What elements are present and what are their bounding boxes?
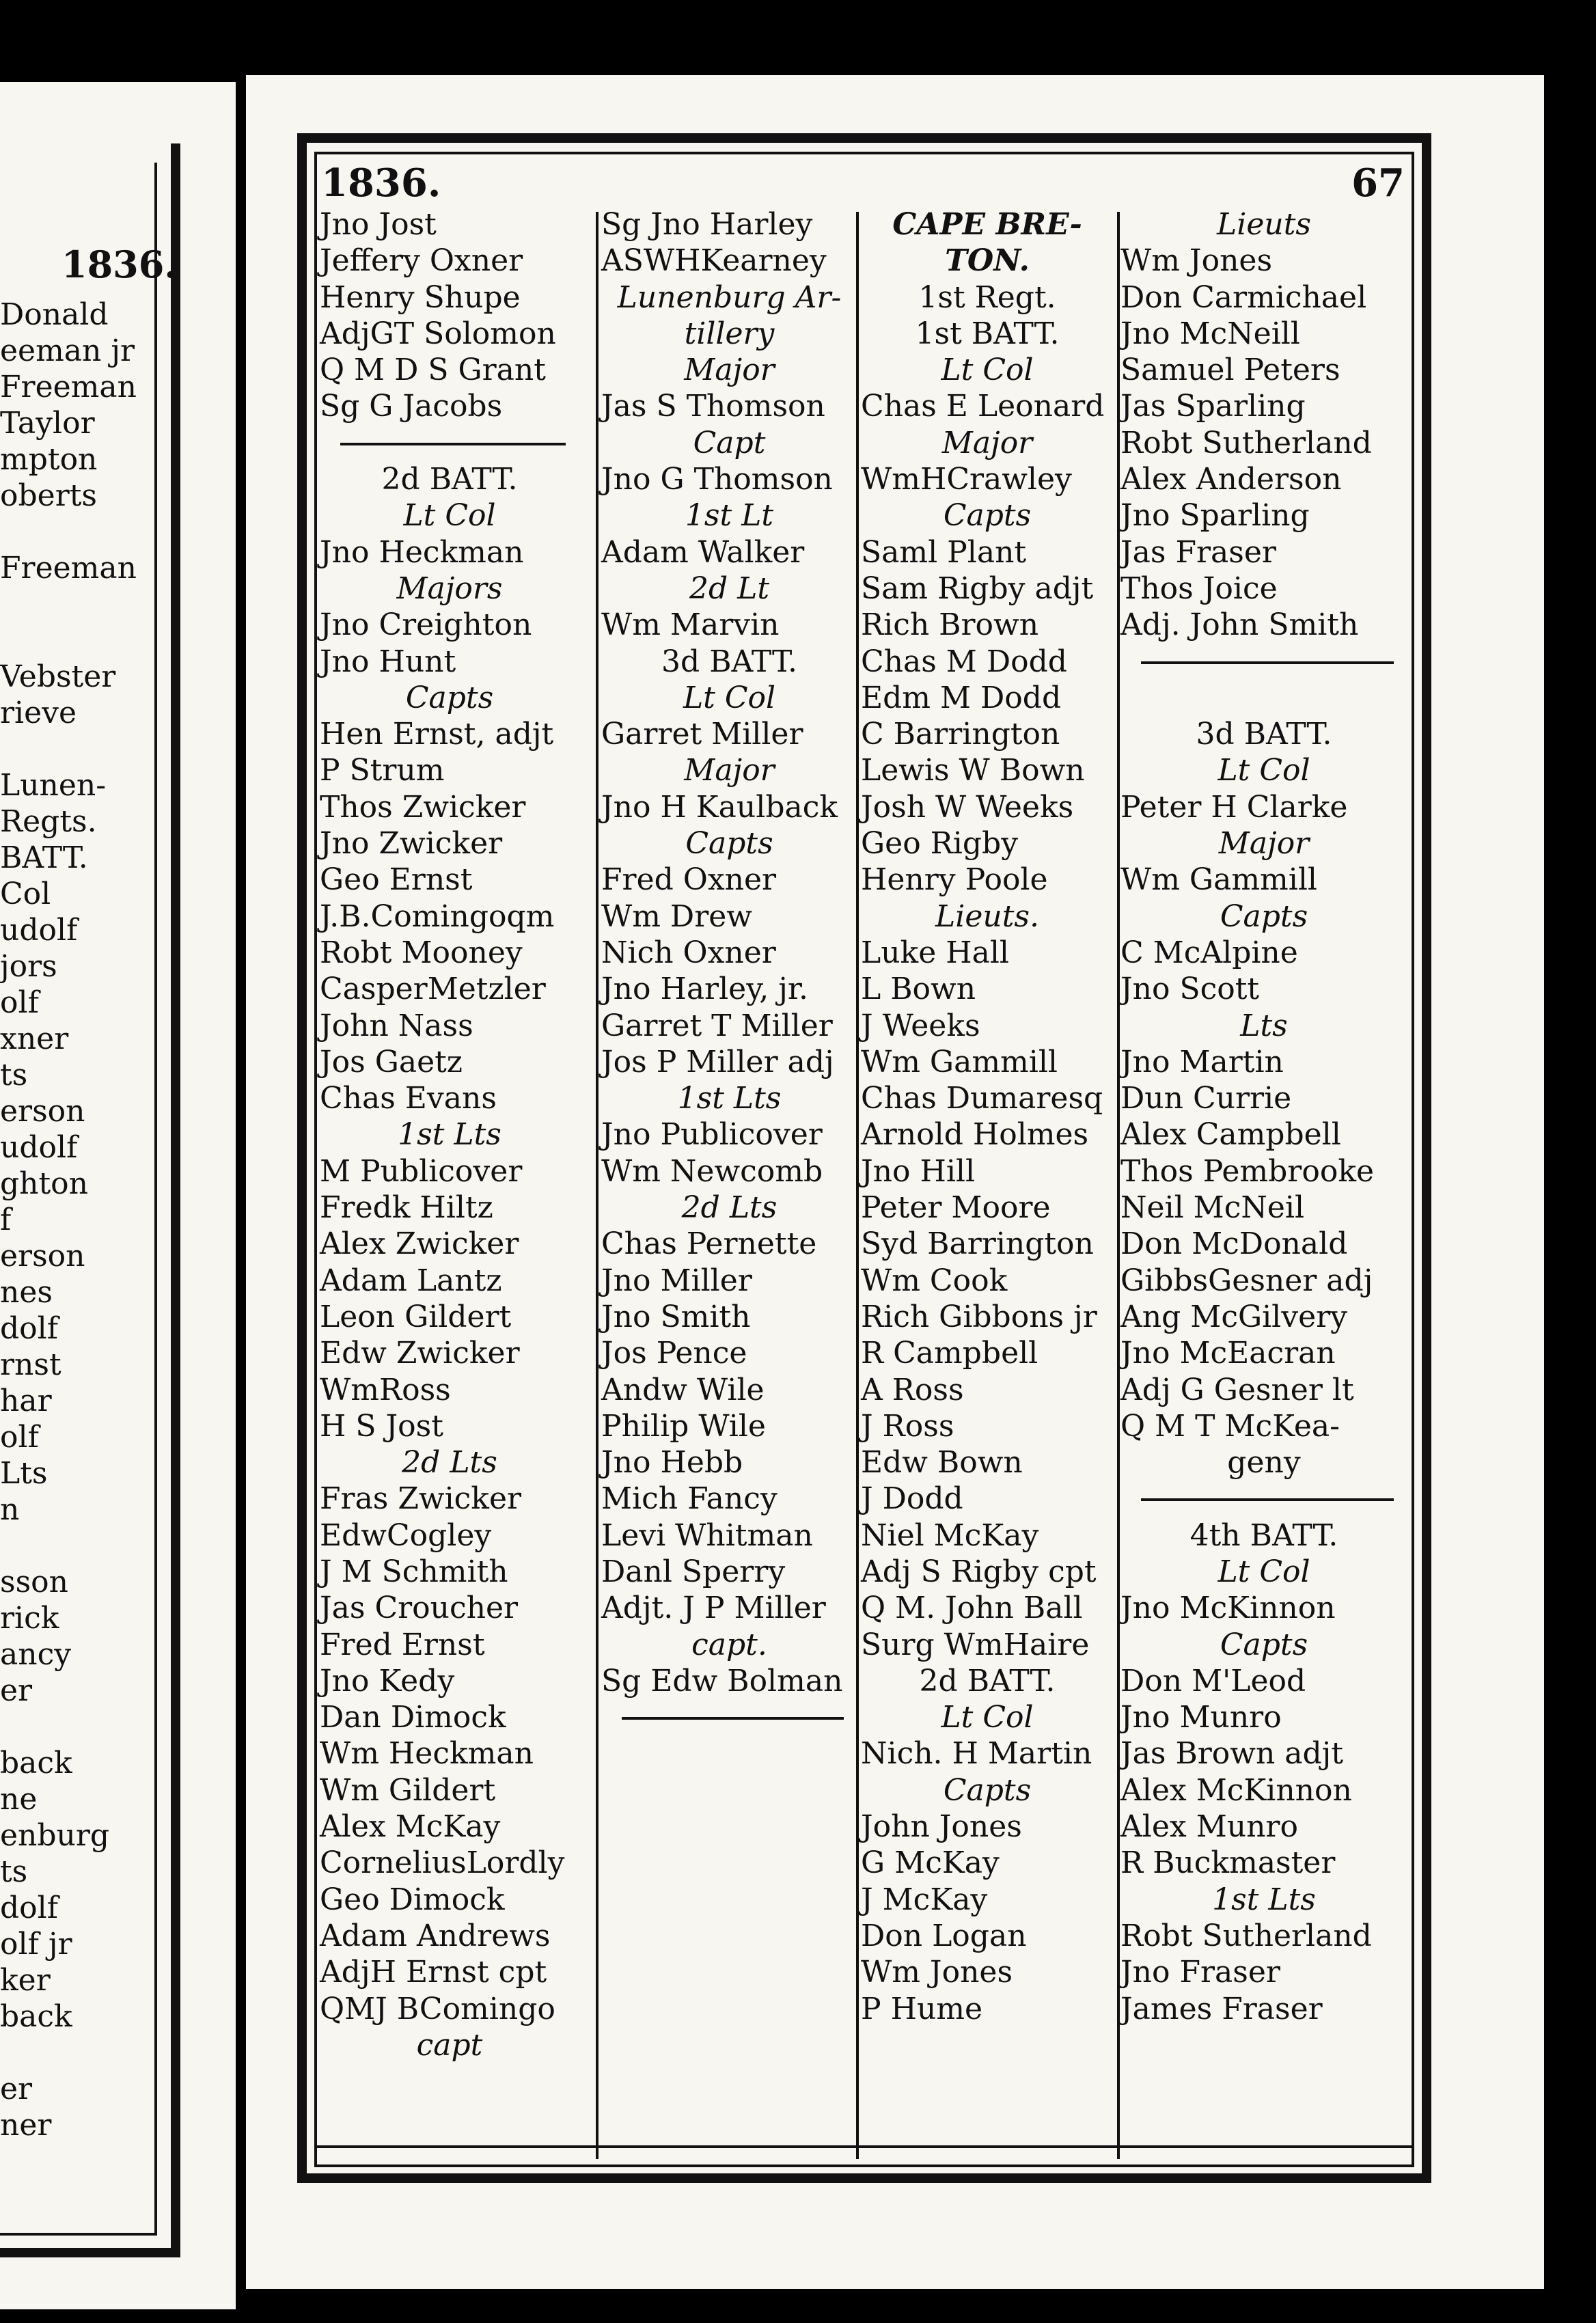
section-heading: Major (684, 753, 775, 788)
roster-entry: Philip Wile (601, 1408, 766, 1444)
roster-entry: Thos Zwicker (320, 789, 526, 825)
left-page-line: n (0, 1492, 20, 1527)
left-page-line: erson (0, 1239, 85, 1274)
section-heading: tillery (684, 316, 775, 351)
roster-entry: Adj. John Smith (1120, 607, 1359, 643)
left-page-line: dolf (0, 1311, 59, 1346)
roster-entry: Q M T McKea- (1120, 1408, 1340, 1444)
left-page-line: erson (0, 1094, 85, 1129)
column-4 (1120, 206, 1407, 2027)
section-heading: 4th BATT. (1189, 1517, 1338, 1553)
section-heading: TON. (945, 243, 1030, 279)
roster-entry (1120, 680, 1407, 716)
roster-entry: Fredk Hiltz (320, 1190, 493, 1226)
left-page-line: dolf (0, 1891, 59, 1925)
roster-entry: Jno McNeill (1120, 316, 1300, 351)
roster-entry: Arnold Holmes (861, 1117, 1089, 1153)
roster-entry: Alex Zwicker (320, 1226, 519, 1262)
roster-entry: Garret Miller (601, 717, 803, 752)
roster-entry: J Ross (861, 1408, 954, 1444)
roster-entry: Wm Gammill (861, 1044, 1058, 1080)
roster-entry: Adj G Gesner lt (1120, 1372, 1354, 1407)
roster-entry: A Ross (861, 1372, 964, 1407)
left-page-line: ancy (0, 1637, 72, 1672)
section-heading: 1st Regt. (918, 279, 1056, 315)
roster-entry: Henry Poole (861, 862, 1048, 898)
roster-entry: C McAlpine (1120, 935, 1298, 970)
roster-entry: Syd Barrington (861, 1226, 1094, 1262)
left-page-line: f (0, 1202, 12, 1237)
left-page-line: har (0, 1384, 52, 1418)
roster-entry: Jno Harley, jr. (601, 972, 809, 1007)
section-heading: Major (1218, 826, 1310, 862)
section-heading: 1st BATT. (915, 316, 1060, 351)
roster-entry: J McKay (861, 1882, 988, 1917)
roster-entry: Levi Whitman (601, 1517, 813, 1553)
roster-entry: Geo Dimock (320, 1882, 505, 1917)
left-page-line: olf (0, 1420, 39, 1455)
roster-entry: Alex Campbell (1120, 1117, 1341, 1153)
roster-entry: Jno Zwicker (320, 826, 503, 862)
section-heading: Capts (943, 1772, 1032, 1808)
roster-entry: Jno Kedy (320, 1663, 455, 1699)
left-page-line: back (0, 1999, 72, 2034)
left-page-line: Col (0, 877, 51, 911)
roster-entry: Wm Jones (1120, 243, 1273, 279)
left-page-line: er (0, 2072, 33, 2106)
roster-entry: Fred Oxner (601, 862, 777, 898)
left-page-line: Freeman (0, 551, 137, 586)
roster-entry: Rich Brown (861, 607, 1039, 643)
roster-entry: John Nass (320, 1008, 473, 1043)
roster-entry: J Dodd (861, 1481, 963, 1517)
left-page-line: rick (0, 1601, 59, 1636)
roster-entry: Edw Zwicker (320, 1336, 520, 1371)
left-page-line: Lunen- (0, 768, 107, 803)
section-heading: 1st Lts (677, 1081, 782, 1116)
left-page-line: er (0, 1673, 33, 1708)
roster-entry: Edw Bown (861, 1445, 1023, 1481)
roster-entry: Jno H Kaulback (601, 789, 838, 825)
section-heading: 3d BATT. (1196, 717, 1332, 752)
roster-entry: Samuel Peters (1120, 353, 1340, 388)
roster-entry: R Buckmaster (1120, 1845, 1336, 1881)
roster-entry: Jos P Miller adj (601, 1044, 834, 1080)
roster-entry: WmHCrawley (861, 462, 1072, 497)
roster-entry: M Publicover (320, 1153, 523, 1189)
roster-entry: Chas Evans (320, 1081, 497, 1116)
roster-entry: Jno Heckman (320, 534, 524, 570)
left-page-line: rnst (0, 1347, 61, 1382)
left-page-line: jors (0, 949, 57, 984)
page-67 (246, 75, 1544, 2289)
roster-entry: Dun Currie (1120, 1081, 1292, 1116)
roster-entry: J M Schmith (320, 1554, 508, 1589)
left-page-line: ner (0, 2108, 52, 2143)
roster-entry: L Bown (861, 972, 976, 1007)
left-page-line: xner (0, 1021, 69, 1056)
roster-entry: Jno Munro (1120, 1700, 1282, 1735)
section-heading: 1st Lt (685, 498, 774, 534)
roster-entry: Edm M Dodd (861, 680, 1062, 715)
left-page-line: ts (0, 1058, 28, 1092)
roster-entry: Jos Pence (601, 1336, 747, 1371)
roster-entry: Jno G Thomson (601, 462, 833, 497)
roster-entry: CorneliusLordly (320, 1845, 565, 1881)
roster-entry: Robt Sutherland (1120, 1918, 1372, 1953)
left-page-line: ne (0, 1782, 38, 1817)
roster-entry: CasperMetzler (320, 972, 546, 1007)
section-heading: Capts (405, 680, 494, 715)
section-heading: 3d BATT. (661, 644, 797, 679)
roster-entry: Chas Dumaresq (861, 1081, 1103, 1116)
section-heading: Major (941, 425, 1033, 461)
left-page-line: Regts. (0, 804, 97, 839)
bottom-rule (314, 2145, 1414, 2148)
roster-entry: Robt Mooney (320, 935, 523, 970)
roster-entry: Jno Scott (1120, 972, 1260, 1007)
roster-entry: Nich. H Martin (861, 1736, 1092, 1772)
roster-entry: Wm Gildert (320, 1772, 496, 1808)
roster-entry: Lewis W Bown (861, 753, 1085, 788)
section-heading: Lunenburg Ar- (617, 279, 842, 315)
roster-entry: J.B.Comingoqm (320, 898, 555, 934)
section-heading: Majors (396, 571, 503, 606)
section-heading: Lt Col (683, 680, 776, 715)
roster-entry: Sam Rigby adjt (861, 571, 1094, 606)
section-rule (1120, 644, 1407, 680)
section-heading: capt (416, 2027, 483, 2063)
roster-entry: AdjH Ernst cpt (320, 1955, 547, 1990)
section-heading: geny (1227, 1445, 1301, 1481)
section-heading: 2d Lt (689, 571, 770, 606)
roster-entry: Jno Jost (320, 207, 437, 242)
section-heading: Capts (1220, 898, 1308, 934)
roster-entry: Neil McNeil (1120, 1190, 1305, 1226)
roster-entry: Leon Gildert (320, 1299, 512, 1334)
roster-entry: Saml Plant (861, 534, 1027, 570)
roster-entry: Peter Moore (861, 1190, 1051, 1226)
roster-entry: Sg Edw Bolman (601, 1663, 843, 1699)
roster-entry: Chas Pernette (601, 1226, 817, 1262)
roster-entry: Jno Miller (601, 1263, 752, 1298)
roster-entry: Jno Smith (601, 1299, 751, 1334)
roster-entry: QMJ BComingo (320, 1991, 555, 2026)
roster-entry: Henry Shupe (320, 279, 521, 315)
roster-entry: Adjt. J P Miller (601, 1591, 826, 1626)
roster-entry: C Barrington (861, 717, 1060, 752)
roster-entry: Jno Hunt (320, 644, 456, 679)
left-page-line: oberts (0, 478, 97, 513)
section-rule (1120, 1481, 1407, 1517)
roster-entry: Alex McKay (320, 1809, 501, 1845)
left-page-line: olf jr (0, 1927, 72, 1962)
roster-entry: Jno Fraser (1120, 1955, 1280, 1990)
left-page-year: 1836. (61, 243, 178, 286)
roster-entry: John Jones (861, 1809, 1022, 1845)
roster-entry: Thos Pembrooke (1120, 1153, 1375, 1189)
roster-entry: Wm Marvin (601, 607, 780, 643)
roster-entry: James Fraser (1120, 1991, 1323, 2026)
roster-entry: Robt Sutherland (1120, 425, 1372, 461)
section-heading: Lieuts. (935, 898, 1039, 934)
left-page-line: nes (0, 1275, 53, 1310)
column-divider (1117, 212, 1120, 2159)
left-page-line: ts (0, 1854, 28, 1889)
section-rule (601, 1699, 857, 1735)
roster-entry: G McKay (861, 1845, 1000, 1881)
roster-entry: Don McDonald (1120, 1226, 1348, 1262)
roster-entry: Garret T Miller (601, 1008, 833, 1043)
column-1 (320, 206, 579, 2063)
left-page-line: Vebster (0, 659, 116, 694)
roster-entry: Adam Walker (601, 534, 805, 570)
roster-entry: Rich Gibbons jr (861, 1299, 1097, 1334)
previous-page-fragment (0, 82, 236, 2309)
roster-entry: Fras Zwicker (320, 1481, 522, 1517)
left-page-line: Donald (0, 297, 109, 332)
section-rule (320, 425, 579, 461)
roster-entry: ASWHKearney (601, 243, 827, 279)
column-2 (601, 206, 857, 1735)
roster-entry: Luke Hall (861, 935, 1009, 970)
column-3 (861, 206, 1114, 2027)
roster-entry: Danl Sperry (601, 1554, 786, 1589)
section-heading: Capts (1220, 1627, 1308, 1662)
roster-entry: Q M. John Ball (861, 1591, 1083, 1626)
roster-entry: Jno Publicover (601, 1117, 823, 1153)
roster-entry: GibbsGesner adj (1120, 1263, 1373, 1298)
roster-entry: Wm Jones (861, 1955, 1013, 1990)
roster-entry: R Campbell (861, 1336, 1038, 1371)
section-heading: CAPE BRE- (892, 207, 1082, 242)
roster-entry: Peter H Clarke (1120, 789, 1348, 825)
roster-entry: Jeffery Oxner (320, 243, 523, 279)
roster-entry: Alex Munro (1120, 1809, 1298, 1845)
roster-entry: Sg Jno Harley (601, 207, 813, 242)
roster-entry: Don Carmichael (1120, 279, 1367, 315)
column-divider (596, 212, 598, 2159)
roster-entry: Wm Gammill (1120, 862, 1317, 898)
roster-entry: Jos Gaetz (320, 1044, 463, 1080)
roster-entry: Surg WmHaire (861, 1627, 1090, 1662)
roster-entry: Niel McKay (861, 1517, 1039, 1553)
left-page-line: ker (0, 1963, 51, 1998)
page-number: 67 (1351, 161, 1405, 206)
roster-entry: Wm Newcomb (601, 1153, 823, 1189)
section-heading: 2d BATT. (919, 1663, 1056, 1699)
roster-entry: Chas E Leonard (861, 389, 1105, 424)
section-heading: Capt (693, 425, 766, 461)
roster-entry: H S Jost (320, 1408, 443, 1444)
section-heading: Lt Col (941, 353, 1034, 388)
left-page-line: sson (0, 1565, 68, 1599)
roster-entry: P Strum (320, 753, 445, 788)
roster-entry: Geo Ernst (320, 862, 473, 898)
roster-entry: Fred Ernst (320, 1627, 485, 1662)
section-heading: 1st Lts (1212, 1882, 1316, 1917)
roster-entry: Jno McKinnon (1120, 1591, 1336, 1626)
left-page-line: enburg (0, 1818, 110, 1853)
section-heading: Capts (943, 498, 1032, 534)
roster-entry: AdjGT Solomon (320, 316, 556, 351)
roster-entry: Jno McEacran (1120, 1336, 1336, 1371)
section-heading: Lt Col (1217, 753, 1310, 788)
section-heading: capt. (691, 1627, 767, 1662)
section-heading: Lt Col (403, 498, 496, 534)
roster-entry: Jas Fraser (1120, 534, 1276, 570)
roster-entry: Wm Drew (601, 898, 752, 934)
roster-entry: Jas Croucher (320, 1591, 519, 1626)
roster-entry: Q M D S Grant (320, 353, 546, 388)
left-page-line: Taylor (0, 406, 95, 441)
roster-entry: Jno Creighton (320, 607, 532, 643)
section-heading: Major (684, 353, 775, 388)
roster-entry: Ang McGilvery (1120, 1299, 1348, 1334)
section-heading: 1st Lts (398, 1117, 501, 1153)
roster-entry: Wm Cook (861, 1263, 1008, 1298)
roster-entry: Thos Joice (1120, 571, 1278, 606)
roster-entry: Don Logan (861, 1918, 1027, 1953)
roster-entry: Jno Martin (1120, 1044, 1284, 1080)
roster-entry: Jno Hebb (601, 1445, 743, 1481)
left-page-line: eeman jr (0, 333, 135, 368)
section-heading: 2d Lts (681, 1190, 778, 1226)
page-header (314, 154, 1414, 208)
roster-entry: Jno Hill (861, 1153, 976, 1189)
page-year: 1836. (321, 161, 441, 206)
roster-entry: Dan Dimock (320, 1700, 506, 1735)
roster-entry: Jno Sparling (1120, 498, 1310, 534)
roster-entry: Adam Andrews (320, 1918, 551, 1953)
left-page-line: Freeman (0, 370, 137, 404)
roster-entry: Wm Heckman (320, 1736, 534, 1772)
section-heading: Lieuts (1217, 207, 1311, 242)
roster-entry: Don M'Leod (1120, 1663, 1306, 1699)
left-page-line: olf (0, 985, 39, 1020)
left-page-line: udolf (0, 913, 78, 948)
roster-entry: Josh W Weeks (861, 789, 1074, 825)
left-page-line: back (0, 1746, 72, 1781)
left-page-line: ghton (0, 1166, 89, 1201)
roster-entry: Sg G Jacobs (320, 389, 503, 424)
roster-entry: Alex Anderson (1120, 462, 1342, 497)
section-heading: Lt Col (941, 1700, 1034, 1735)
left-page-line: Lts (0, 1456, 48, 1491)
roster-entry: Jas Sparling (1120, 389, 1306, 424)
roster-entry: Nich Oxner (601, 935, 776, 970)
roster-entry: Jas S Thomson (601, 389, 825, 424)
column-divider (856, 212, 859, 2159)
section-heading: Lts (1240, 1008, 1288, 1043)
roster-entry: EdwCogley (320, 1517, 492, 1553)
section-heading: Lt Col (1217, 1554, 1310, 1589)
left-page-line: rieve (0, 696, 77, 730)
roster-entry: Geo Rigby (861, 826, 1019, 862)
roster-entry: Chas M Dodd (861, 644, 1067, 679)
roster-entry: Hen Ernst, adjt (320, 717, 554, 752)
roster-entry: Adam Lantz (320, 1263, 502, 1298)
left-page-line: udolf (0, 1130, 78, 1165)
roster-entry: J Weeks (861, 1008, 980, 1043)
roster-entry: P Hume (861, 1991, 983, 2026)
section-heading: 2d Lts (402, 1445, 497, 1481)
roster-entry: Andw Wile (601, 1372, 765, 1407)
roster-entry: Jas Brown adjt (1120, 1736, 1344, 1772)
left-page-line: BATT. (0, 840, 88, 875)
section-heading: 2d BATT. (381, 462, 518, 497)
roster-entry: Alex McKinnon (1120, 1772, 1352, 1808)
roster-entry: WmRoss (320, 1372, 451, 1407)
section-heading: Capts (685, 826, 773, 862)
left-page-line: mpton (0, 442, 98, 477)
roster-entry: Adj S Rigby cpt (861, 1554, 1097, 1589)
roster-entry: Mich Fancy (601, 1481, 778, 1517)
